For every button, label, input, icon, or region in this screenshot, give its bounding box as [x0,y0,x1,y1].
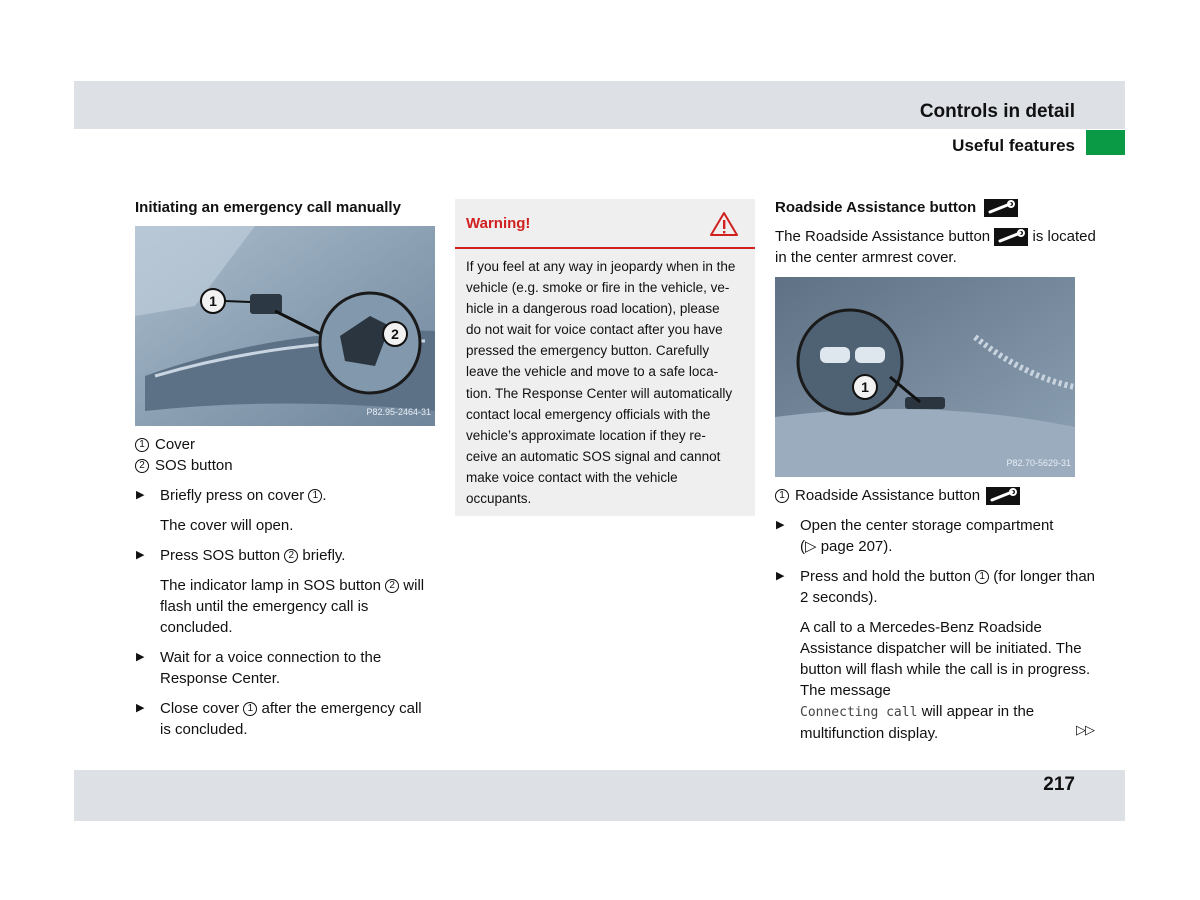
section-subtitle: Useful features [952,136,1075,155]
emergency-call-section [135,197,435,740]
instruction-note: The cover will open. [160,517,294,534]
callout-number: 1 [775,489,789,503]
instruction-step: ▶ Close cover 1 after the emergency call is concluded. [135,698,435,740]
page-number: 217 [1043,774,1075,795]
section-tab-marker [1086,130,1125,155]
display-message: Connecting call [800,705,918,720]
instruction-step: ▶ Wait for a voice connection to the Response Center. [135,647,435,689]
armrest-illustration [775,277,1075,477]
roadside-wrench-icon [994,228,1028,246]
callout-number: 1 [975,570,989,584]
callout-number: 2 [135,459,149,473]
callout-number: 2 [385,579,399,593]
mirror-illustration [135,226,435,426]
legend-item [135,455,435,476]
warning-triangle-icon [709,211,739,237]
legend-text: Roadside Assistance button [795,487,981,504]
roadside-assistance-section [775,197,1100,744]
instruction-step: ▶ Press and hold the button 1 (for longer than 2 seconds). [775,566,1100,608]
roadside-wrench-icon [986,487,1020,505]
photo-reference: P82.70-5629-31 [1006,458,1071,468]
callout-number: 1 [135,438,149,452]
mirror-photo [135,226,435,426]
legend [775,485,1100,506]
svg-text:2: 2 [391,326,399,342]
svg-text:1: 1 [861,379,869,395]
warning-header [455,199,755,249]
roadside-wrench-icon [984,199,1018,217]
footer-band [74,770,1125,821]
continue-arrows: ▷▷ [1076,722,1094,737]
instruction-step: ▶ Press SOS button 2 briefly. [135,545,435,566]
svg-text:1: 1 [209,293,217,309]
warning-text: If you feel at any way in jeopardy when in the vehicle (e.g. smoke or fire in the vehicle, ve- hicle in a dangerous road location), please do not wait for voice contact after you have pressed the emergency button. Carefully leave the vehicle and move to a safe loca- tion. The Response Center will automatically contact local emergency officials with the vehicle’s approximate location if they re- ceive an automatic SOS signal and cannot make voice contact with the vehicle occupants. [466,259,736,507]
legend-text: Cover [155,436,196,453]
instruction-step: ▶ Open the center storage compartment (▷ page 207). [775,515,1100,557]
instruction-note: A call to a Mercedes-Benz Roadside Assistance dispatcher will be initiated. The button will flash while the call is in progress. The message Connecting call will appear in the multifunction display. [800,619,1091,742]
legend-item [135,434,435,455]
legend [135,434,435,476]
roadside-intro: The Roadside Assistance button is located in the center armrest cover. [775,228,1096,266]
instruction-note: The indicator lamp in SOS button 2 will flash until the emergency call is concluded. [160,577,425,636]
warning-title: Warning! [466,215,531,232]
instruction-step: ▶ Briefly press on cover 1 . [135,485,435,506]
emergency-call-title: Initiating an emergency call manually [135,199,401,216]
photo-reference: P82.95-2464-31 [366,407,431,417]
legend-text: SOS button [155,457,233,474]
warning-box [455,199,755,516]
callout-number: 1 [308,489,322,503]
roadside-title: Roadside Assistance button [775,197,1100,218]
section-title: Controls in detail [919,101,1075,122]
legend-item [775,485,1100,506]
callout-number: 1 [243,702,257,716]
callout-number: 2 [284,549,298,563]
armrest-photo [775,277,1075,477]
